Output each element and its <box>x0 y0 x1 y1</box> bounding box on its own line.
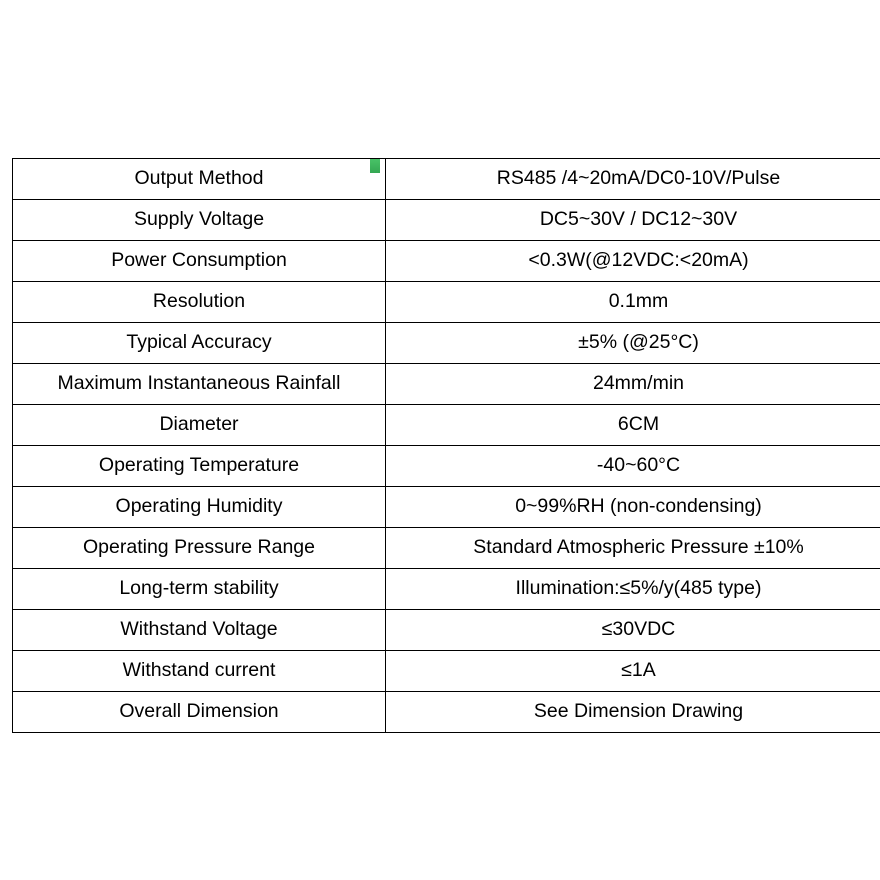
parameter-cell: Long-term stability <box>13 569 386 610</box>
value-cell: <0.3W(@12VDC:<20mA) <box>386 241 880 282</box>
parameter-cell: Diameter <box>13 405 386 446</box>
value-cell: 6CM <box>386 405 880 446</box>
parameter-cell: Withstand current <box>13 651 386 692</box>
table-row <box>13 405 880 446</box>
table-row <box>13 446 880 487</box>
parameter-cell: Resolution <box>13 282 386 323</box>
value-cell: Illumination:≤5%/y(485 type) <box>386 569 880 610</box>
value-cell: ≤1A <box>386 651 880 692</box>
table-row <box>13 282 880 323</box>
parameter-cell: Operating Pressure Range <box>13 528 386 569</box>
value-cell: -40~60°C <box>386 446 880 487</box>
parameter-cell: Power Consumption <box>13 241 386 282</box>
value-cell: Standard Atmospheric Pressure ±10% <box>386 528 880 569</box>
specification-table <box>12 158 880 733</box>
parameter-cell: Withstand Voltage <box>13 610 386 651</box>
parameter-cell: Operating Humidity <box>13 487 386 528</box>
table-row <box>13 528 880 569</box>
table-row <box>13 651 880 692</box>
parameter-cell: Overall Dimension <box>13 692 386 733</box>
table-row <box>13 487 880 528</box>
parameter-cell: Supply Voltage <box>13 200 386 241</box>
table-row <box>13 692 880 733</box>
green-artifact-mark <box>370 159 380 173</box>
value-cell: 24mm/min <box>386 364 880 405</box>
table-row <box>13 159 880 200</box>
value-cell: ≤30VDC <box>386 610 880 651</box>
parameter-cell: Operating Temperature <box>13 446 386 487</box>
parameter-cell: Typical Accuracy <box>13 323 386 364</box>
value-cell: ±5% (@25°C) <box>386 323 880 364</box>
value-cell: 0~99%RH (non-condensing) <box>386 487 880 528</box>
table-row <box>13 241 880 282</box>
table-row <box>13 200 880 241</box>
table-row <box>13 569 880 610</box>
table-body <box>13 159 880 733</box>
value-cell: 0.1mm <box>386 282 880 323</box>
table-row <box>13 323 880 364</box>
value-cell: RS485 /4~20mA/DC0-10V/Pulse <box>386 159 880 200</box>
value-cell: DC5~30V / DC12~30V <box>386 200 880 241</box>
parameter-cell: Maximum Instantaneous Rainfall <box>13 364 386 405</box>
value-cell: See Dimension Drawing <box>386 692 880 733</box>
table-row <box>13 610 880 651</box>
parameter-cell: Output Method <box>13 159 386 200</box>
table-row <box>13 364 880 405</box>
